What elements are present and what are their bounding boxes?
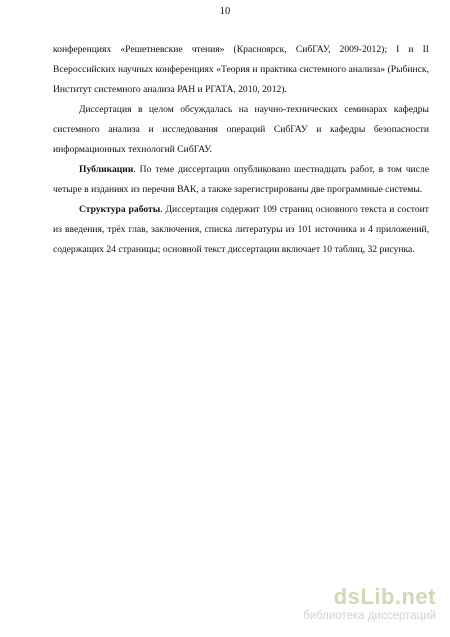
page-number: 10 [219, 6, 231, 17]
watermark-logo: dsLib.net [333, 584, 436, 609]
paragraph-publications [53, 160, 429, 200]
paragraph-discussion: Диссертация в целом обсуждалась на научно-технических семинарах кафедры системного анализа и исследования операций СибГАУ и кафедры безопасности информационных технологий СибГАУ. [53, 104, 429, 155]
document-body [53, 40, 429, 260]
watermark-tagline: библиотека диссертаций [303, 610, 436, 622]
structure-text: . Диссертация содержит 109 страниц основного текста и состоит из введения, трёх глав, заключения, списка литературы из 101 источника и 4 приложений, содержащих 24 страницы; основной текст диссертации включает 10 таблиц, 32 рисунка. [53, 204, 429, 255]
paragraph-conferences: конференциях «Решетневские чтения» (Красноярск, СибГАУ, 2009-2012); I и II Всероссийских научных конференциях «Теория и практика системного анализа» (Рыбинск, Институт системного анализа РАН и РГАТА, 2010, 2012). [53, 44, 429, 95]
publications-text: . По теме диссертации опубликовано шестнадцать работ, в том числе четыре в изданиях из перечня ВАК, а также зарегистрированы две программные системы. [53, 164, 429, 195]
dslib-watermark [303, 586, 436, 623]
publications-heading: Публикации [79, 164, 134, 175]
structure-heading: Структура работы [79, 204, 161, 215]
paragraph-structure [53, 200, 429, 260]
